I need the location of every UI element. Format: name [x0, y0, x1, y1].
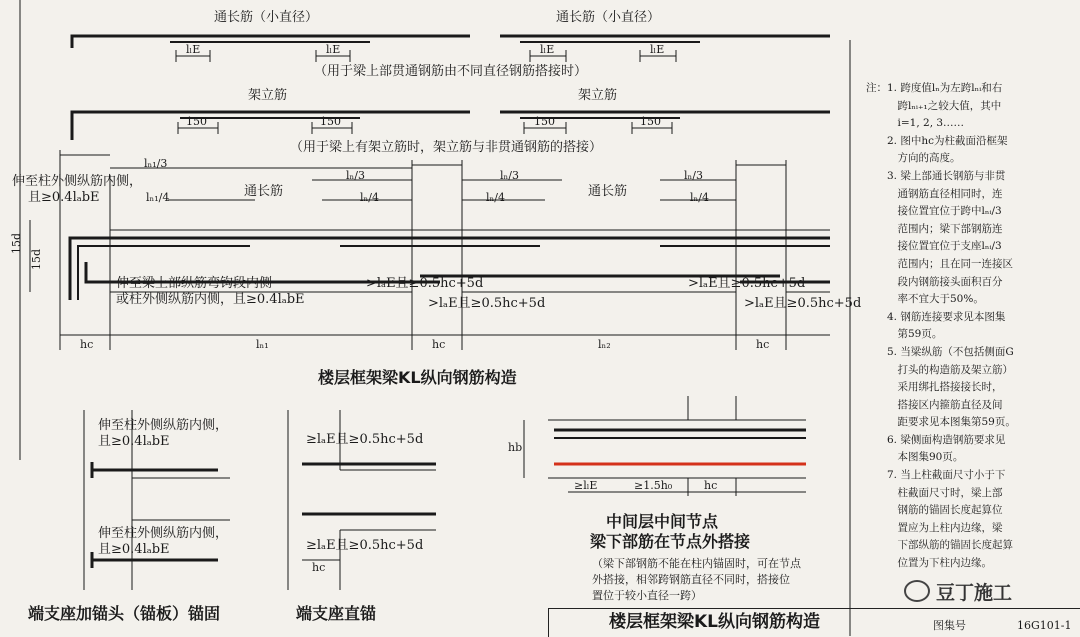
note-line: 位置为下柱内边缘。	[866, 557, 992, 570]
detail-b-anchor-top: ≥lₐE且≥0.5hc+5d	[306, 432, 424, 447]
detail-c-lap: ≥lₗE	[574, 479, 598, 492]
detail-c-caption-3: 置位于较小直径一跨）	[592, 589, 702, 602]
anchor-2: >lₐE且≥0.5hc+5d	[428, 296, 546, 311]
bottom-note-1: 伸至梁上部纵筋弯钩段内侧	[116, 276, 273, 291]
detail-b-title: 端支座直锚	[296, 604, 377, 623]
ln1-4-label: lₙ₁/4	[146, 191, 170, 204]
detail-a-title: 端支座加锚头（锚板）锚固	[28, 604, 221, 623]
note-line: 4. 钢筋连接要求见本图集	[866, 310, 1006, 323]
through-bar-label-1: 通长筋	[244, 184, 284, 199]
note-line: 置应为上柱内边缘，梁	[866, 521, 1003, 534]
detail-b-anchor-bottom: ≥lₐE且≥0.5hc+5d	[306, 538, 424, 553]
note-line: 接位置宜位于支座lₙᵢ/3	[866, 240, 1002, 253]
rebar-erect-left	[72, 112, 470, 140]
footer-title: 楼层框架梁KL纵向钢筋构造	[609, 612, 821, 632]
len-150-3: 150	[534, 115, 555, 128]
anchor-1: >lₐE且≥0.5hc+5d	[366, 276, 484, 291]
lap-dims-row2	[178, 122, 672, 134]
len-150-2: 150	[320, 115, 341, 128]
ln1-label: lₙ₁	[256, 338, 269, 351]
detail-a-note-1b: 且≥0.4lₐbE	[98, 434, 170, 449]
note-line: i=1, 2, 3……	[866, 117, 965, 130]
lap-label-1: lₗE	[186, 43, 201, 56]
note-line: 柱截面尺寸时，梁上部	[866, 486, 1003, 499]
note-line: 范围内；梁下部钢筋连	[866, 222, 1003, 235]
note-line: 接位置宜位于跨中lₙᵢ/3	[866, 205, 1002, 218]
hc-label-1: hc	[80, 338, 94, 351]
ln-4-label-3: lₙ/4	[690, 191, 709, 204]
notes-panel	[866, 80, 1046, 573]
bottom-note-2: 或柱外侧纵筋内侧，且≥0.4lₐbE	[116, 292, 305, 307]
note-line: 段内钢筋接头面积百分	[866, 275, 1003, 288]
note-line: 6. 梁侧面构造钢筋要求见	[866, 433, 1006, 446]
detail-c-title-2: 梁下部筋在节点外搭接	[590, 532, 751, 551]
bar-label-2: 通长筋（小直径）	[556, 10, 661, 25]
dim-15d-2: 15d	[30, 248, 44, 271]
note-line: 3. 梁上部通长钢筋与非贯	[866, 169, 1006, 182]
note-line: 采用绑扎搭接接长时，	[866, 381, 1003, 394]
through-bar-label-2: 通长筋	[588, 184, 628, 199]
detail-a-note-2b: 且≥0.4lₐbE	[98, 542, 170, 557]
len-150-1: 150	[186, 115, 207, 128]
ln-4-label-1: lₙ/4	[360, 191, 379, 204]
note-line: 钢筋的锚固长度起算位	[866, 504, 1003, 517]
erect-label-1: 架立筋	[248, 88, 288, 103]
detail-a-note-2a: 伸至柱外侧纵筋内侧，	[98, 526, 229, 541]
note-line: 跨lₙᵢ₊₁之较大值，其中	[866, 99, 1002, 112]
note-line: 第59页。	[866, 328, 943, 341]
ln-4-label-2: lₙ/4	[486, 191, 505, 204]
ln-3-label-2: lₙ/3	[500, 169, 519, 182]
detail-c-hb: hb	[508, 441, 523, 454]
title-block	[548, 608, 1080, 637]
note-line: 搭接区内箍筋直径及间	[866, 398, 1003, 411]
ln-3-label-1: lₙ/3	[346, 169, 365, 182]
len-150-4: 150	[640, 115, 661, 128]
hc-label-3: hc	[756, 338, 770, 351]
lap-label-3: lₗE	[540, 43, 555, 56]
ln2-label: lₙ₂	[598, 338, 611, 351]
note-line: 7. 当上柱截面尺寸小于下	[866, 469, 1006, 482]
note-line: 注：1. 跨度值lₙ为左跨lₙᵢ和右	[866, 82, 1003, 94]
left-note-2: 且≥0.4lₐbE	[28, 190, 100, 205]
note-line: 距要求见本图集第59页。	[866, 416, 1016, 429]
watermark	[904, 578, 1012, 605]
anchor-3: >lₐE且≥0.5hc+5d	[688, 276, 806, 291]
detail-b-hc: hc	[312, 561, 326, 574]
wechat-logo-icon	[904, 580, 930, 602]
note-line: 率不宜大于50%。	[866, 293, 984, 306]
lap-label-4: lₗE	[650, 43, 665, 56]
anchor-4: >lₐE且≥0.5hc+5d	[744, 296, 862, 311]
dim-15d-1: 15d	[10, 232, 24, 255]
ln1-3-label: lₙ₁/3	[144, 157, 168, 170]
left-note-1: 伸至柱外侧纵筋内侧，	[12, 174, 143, 189]
detail-c-hc: hc	[704, 479, 718, 492]
note-line: 打头的构造筋及架立筋）	[866, 363, 1013, 376]
ln-3-label-3: lₙ/3	[684, 169, 703, 182]
watermark-text: 豆丁施工	[936, 582, 1013, 604]
detail-a-note-1a: 伸至柱外侧纵筋内侧，	[98, 418, 229, 433]
note-line: 2. 图中hc为柱截面沿框架	[866, 134, 1008, 147]
note-line: 通钢筋直径相同时，连	[866, 187, 1003, 200]
note-line: 方向的高度。	[866, 152, 961, 165]
lap-label-2: lₗE	[326, 43, 341, 56]
atlas-number: 16G101-1	[1017, 619, 1072, 632]
main-title: 楼层框架梁KL纵向钢筋构造	[318, 368, 517, 387]
caption-1: （用于梁上部贯通钢筋由不同直径钢筋搭接时）	[314, 64, 588, 79]
hc-label-2: hc	[432, 338, 446, 351]
lap-dims-row1	[176, 50, 676, 62]
detail-c-dist: ≥1.5h₀	[634, 479, 673, 492]
note-line: 5. 当梁纵筋（不包括侧面G	[866, 345, 1014, 358]
detail-c-title-1: 中间层中间节点	[606, 512, 719, 531]
erect-label-2: 架立筋	[578, 88, 618, 103]
caption-2: （用于梁上有架立筋时，架立筋与非贯通钢筋的搭接）	[290, 140, 603, 155]
note-line: 本图集90页。	[866, 451, 964, 464]
note-line: 下部纵筋的锚固长度起算	[866, 539, 1013, 552]
bar-label-1: 通长筋（小直径）	[214, 10, 319, 25]
detail-c-caption-1: （梁下部钢筋不能在柱内锚固时，可在节点	[592, 557, 801, 570]
atlas-label: 图集号	[933, 619, 966, 632]
detail-c-caption-2: 外搭接，相邻跨钢筋直径不同时，搭接位	[592, 573, 790, 586]
note-line: 范围内；且在同一连接区	[866, 257, 1013, 270]
